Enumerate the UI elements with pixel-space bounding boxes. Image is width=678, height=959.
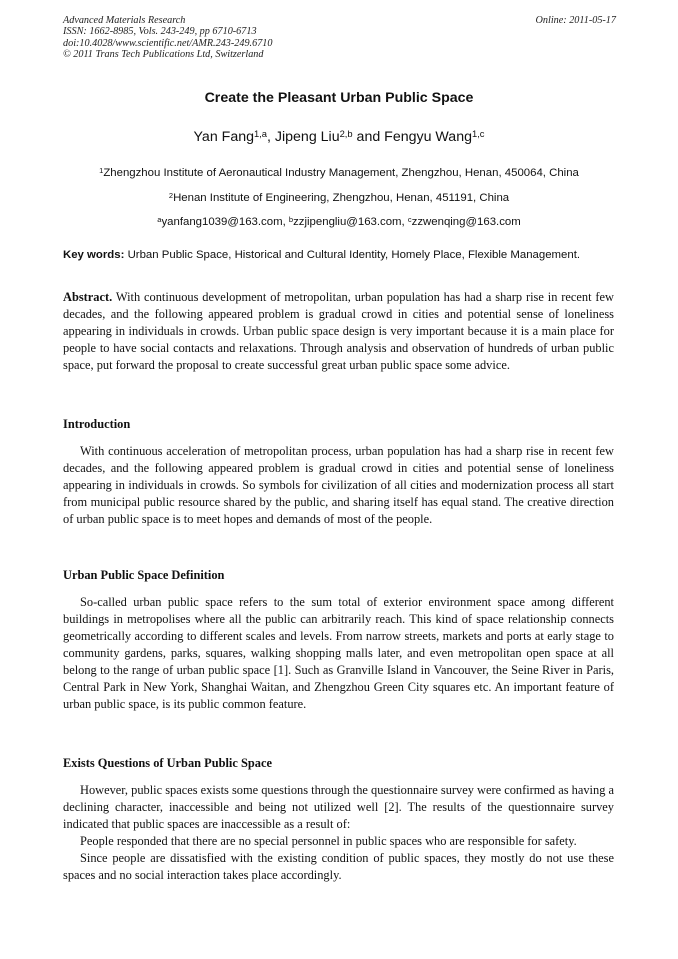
affiliation-2 [0, 192, 678, 204]
affiliation-superscript: 2 [168, 190, 174, 200]
email-superscript: b [288, 214, 294, 224]
paragraph: However, public spaces exists some questions through the questionnaire survey were confirmed as having a declining character, inaccessible and being not utilized well [2]. The results of the questionnaire survey indicated that public spaces are inaccessible as a result of: [63, 783, 614, 831]
author-superscript: 1,c [471, 128, 485, 139]
keywords-label: Key words: [63, 249, 125, 261]
section-heading: Urban Public Space Definition [63, 568, 225, 582]
section-heading: Exists Questions of Urban Public Space [63, 756, 272, 770]
journal-name: Advanced Materials Research [63, 15, 186, 26]
author-line [0, 129, 678, 145]
paragraph: So-called urban public space refers to the sum total of exterior environment space among different buildings in metropolises where all the public can arbitrarily reach. This kind of space relationship connects geometrically according to different scales and levels. From narrow streets, markets and ports at early stage to community gardens, parks, squares, walking shopping malls later, and even metropolitan open space at all belong to the range of urban public space [1]. Such as Granville Island in Vancouver, the Seine River in Paris, Central Park in New York, Shanghai Waitan, and Zhengzhou Green City squares etc. An important feature of urban public space, is its public common feature. [63, 595, 614, 711]
author-superscript: 1,a [254, 128, 268, 139]
author-name: Fengyu Wang [384, 129, 472, 145]
copyright-line: © 2011 Trans Tech Publications Ltd, Switzerland [63, 49, 264, 61]
section-body [63, 443, 614, 528]
author-separator: , [267, 129, 275, 145]
keywords-text: Urban Public Space, Historical and Cultural Identity, Homely Place, Flexible Management. [124, 249, 581, 261]
issn-line: ISSN: 1662-8985, Vols. 243-249, pp 6710-6713 [63, 26, 257, 38]
paragraph: Since people are dissatisfied with the existing condition of public spaces, they mostly do not use these spaces and no social interaction takes place accordingly. [63, 851, 614, 882]
section-body [63, 594, 614, 713]
email-superscript: c [407, 214, 412, 224]
author-name: Jipeng Liu [274, 129, 340, 145]
author-separator: and [352, 129, 385, 145]
email-text: zzjipengliu@163.com, [293, 216, 408, 228]
abstract [63, 289, 614, 374]
email-superscript: a [157, 214, 162, 224]
keywords [63, 247, 614, 264]
section-heading: Introduction [63, 417, 131, 431]
online-date: Online: 2011-05-17 [535, 15, 616, 26]
paragraph: With continuous acceleration of metropolitan process, urban population has had a sharp rise in recent few decades, and the following appeared problem is gradual crowd in cities and potential sense of loneliness appearing in individuals in crowds. So symbols for civilization of all cities and modernization process all start from municipal public resource shared by the public, and sharing itself has equal stand. The creative direction of urban public space is to meet hopes and demands of most of the people. [63, 444, 614, 526]
abstract-text: With continuous development of metropolitan, urban population has had a sharp rise in recent few decades, and the following appeared problem is gradual crowd in cities and potential sense of loneliness appearing in individuals in crowds. Urban public space design is very important because it is a main place for people to have social contacts and relaxations. Through analysis and observation of hundreds of urban public space, put forward the proposal to create successful great urban public space some advice. [63, 290, 614, 372]
paragraph: People responded that there are no special personnel in public spaces who are responsible for safety. [80, 834, 577, 848]
email-text: zzwenqing@163.com [411, 216, 521, 228]
author-superscript: 2,b [339, 128, 353, 139]
author-name: Yan Fang [193, 129, 254, 145]
abstract-label: Abstract. [63, 290, 113, 304]
affiliation-text: Zhengzhou Institute of Aeronautical Industry Management, Zhengzhou, Henan, 450064, China [103, 167, 579, 179]
affiliation-superscript: 1 [99, 165, 104, 175]
section-body [63, 782, 614, 884]
paper-title: Create the Pleasant Urban Public Space [204, 90, 474, 106]
affiliation-text: Henan Institute of Engineering, Zhengzhou, Henan, 451191, China [173, 192, 510, 204]
affiliation-1 [0, 167, 678, 179]
email-line [0, 216, 678, 228]
doi-line: doi:10.4028/www.scientific.net/AMR.243-249.6710 [63, 37, 273, 49]
journal-header [63, 15, 616, 61]
email-text: yanfang1039@163.com, [161, 216, 289, 228]
